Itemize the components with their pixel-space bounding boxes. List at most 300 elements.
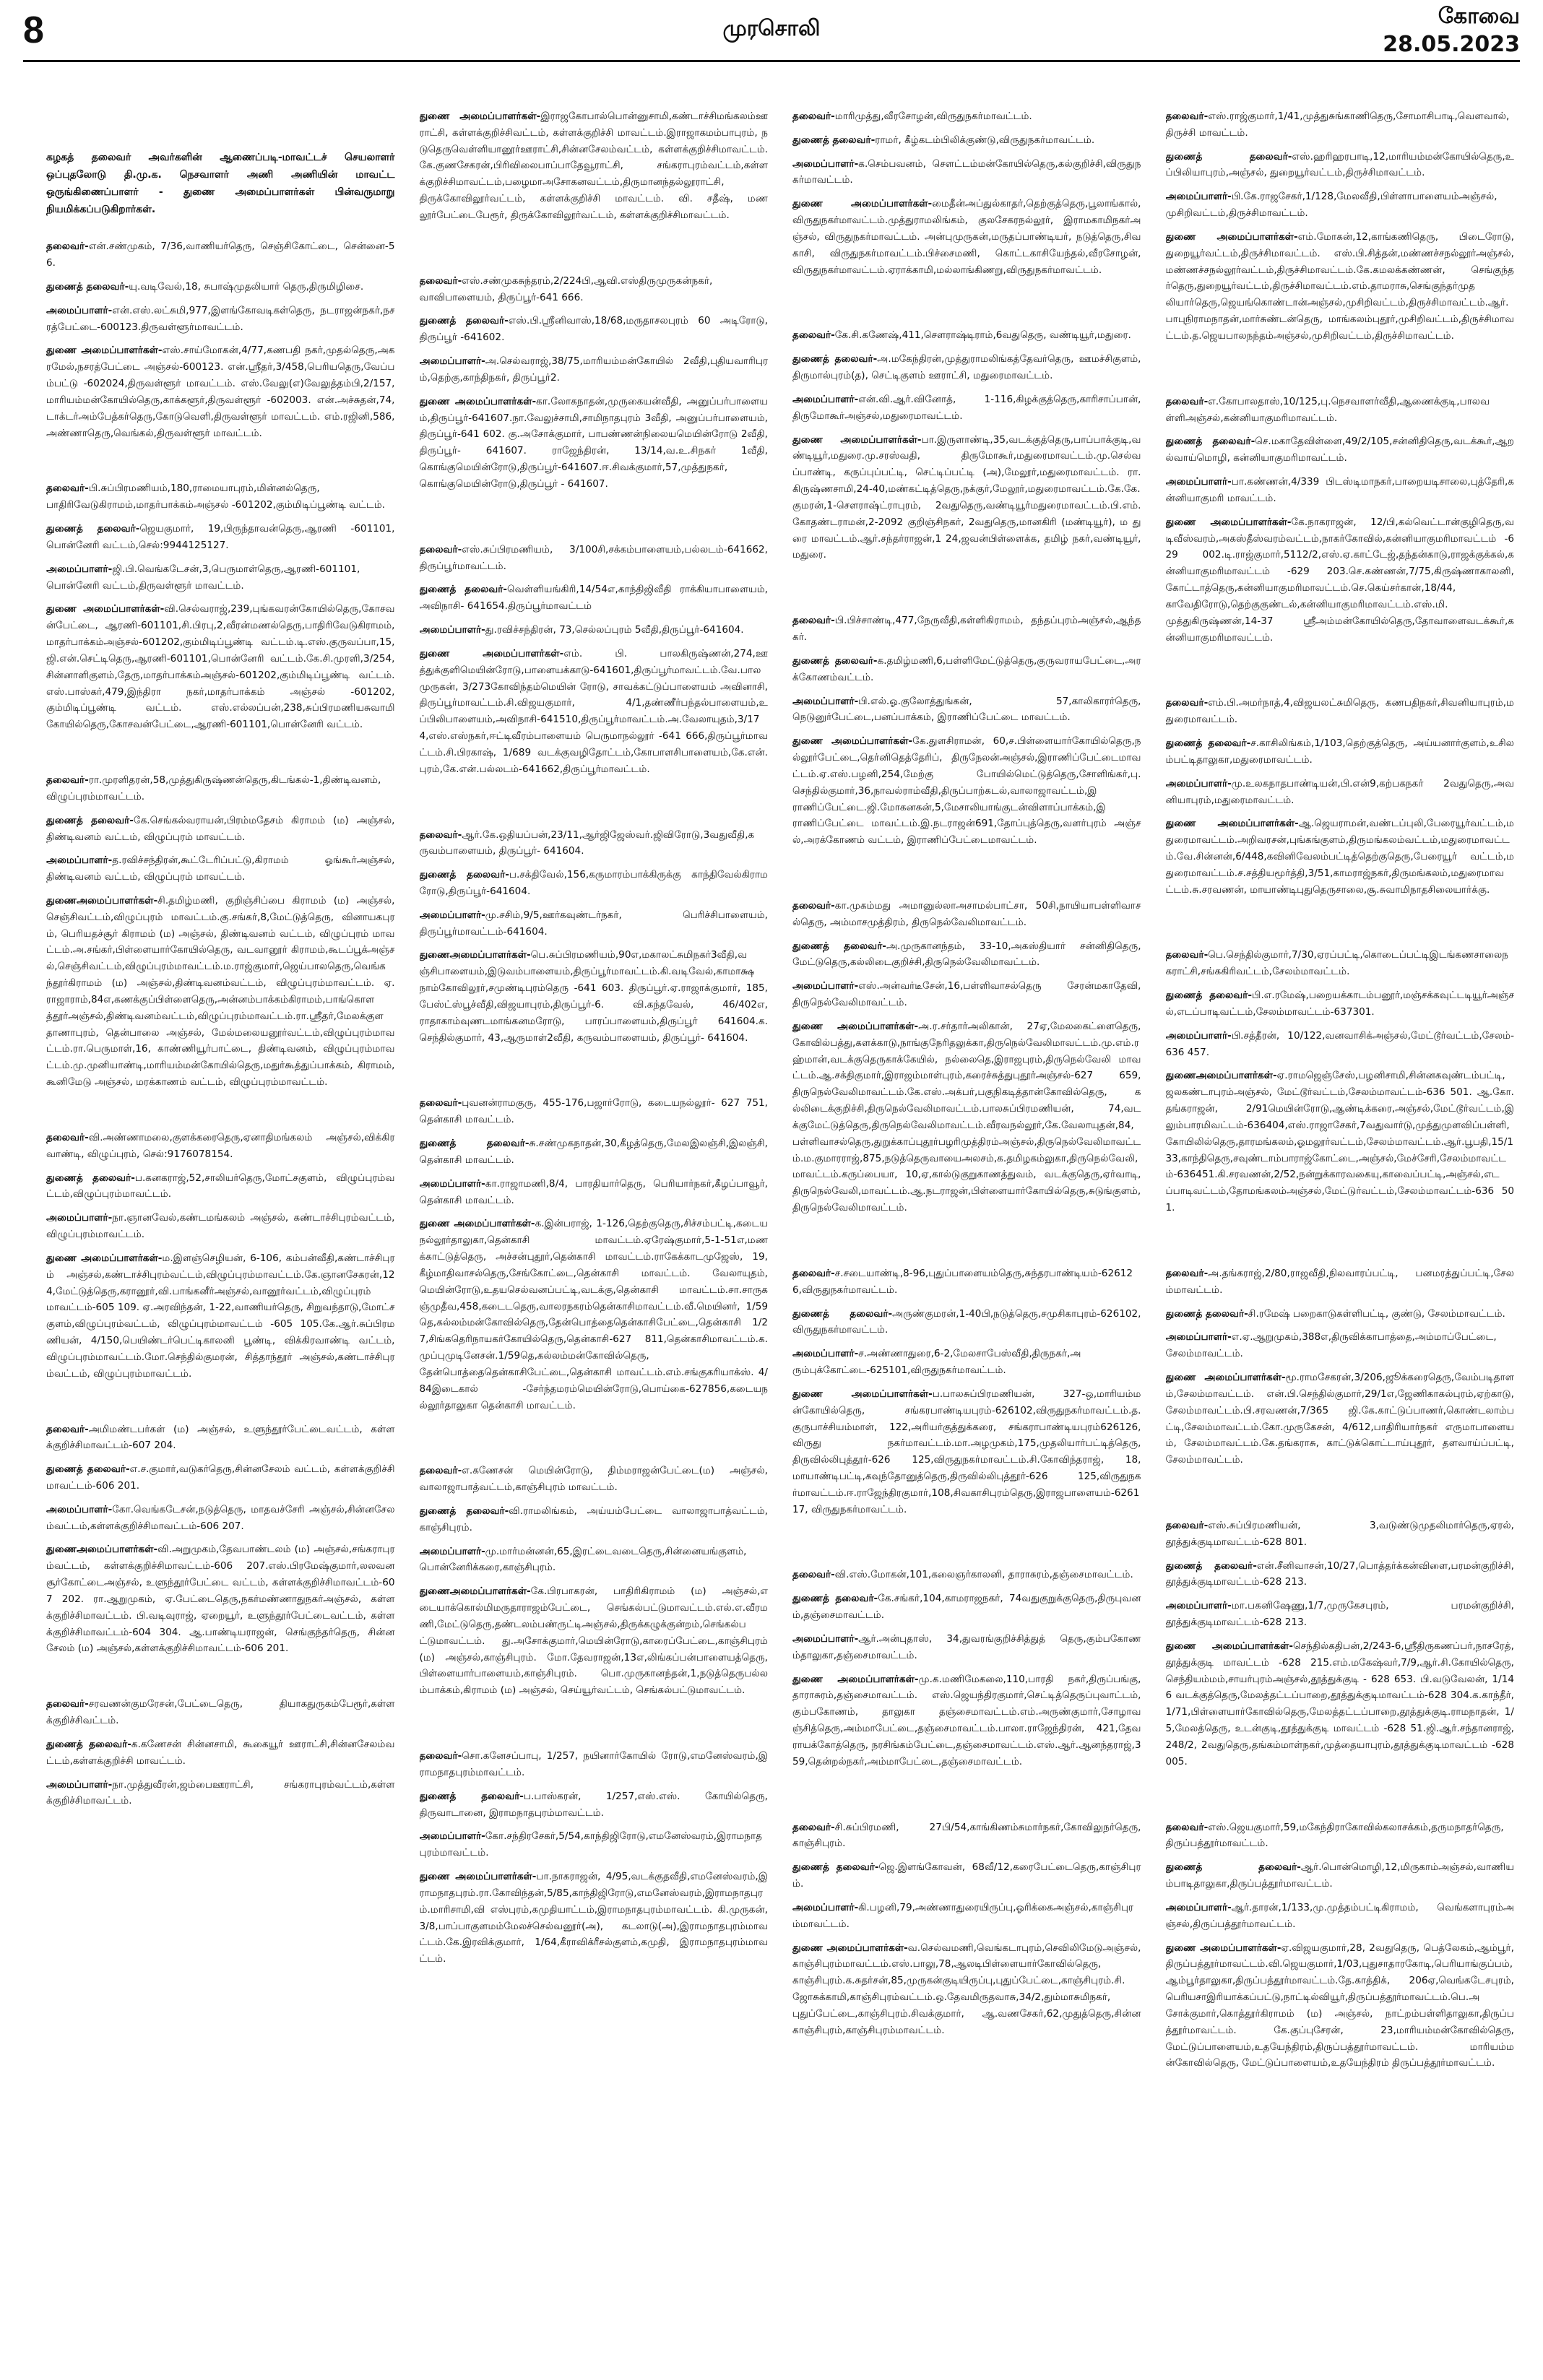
page-number: 8: [23, 9, 44, 51]
role-label: தலைவர்-: [1165, 1267, 1209, 1279]
role-label: துணை அமைப்பாளர்கள்-: [419, 395, 537, 407]
appointment-entry: [1166, 987, 1515, 1021]
entry-text: பா.கண்ணன்,4/339 பிடஸ்டிமாநகர்,பாறையடிசாலை,புத்தேரி,கன்னியாகுமரி மாவட்டம்.: [1165, 476, 1514, 504]
section-gap: [420, 1421, 769, 1463]
appointment-entry: [1166, 229, 1515, 345]
role-label: தலைவர்-: [1165, 111, 1209, 122]
role-label: தலைவர்-: [46, 241, 89, 253]
appointment-entry: [792, 327, 1141, 344]
entry-text: பா.நாகராஜன், 4/95,வடக்குதவீதி,எமனேஸ்வரம்,இராமநாதபுரம்.ரா.கோவிந்தன்,5/85,காந்திஜிரோடு,எமனேஸ்வரம்,இராமநாதபுரம்.மாரிசாமி,வி எஸ்புரம்,கமுதியாட்டம்,இராமநாதபுரம்மாவட்டம். கி.முருகன்,3/8,பாப்பாகுளமம்மேலச்செல்வனூர்(அ), கடலாடு(அ),இராமநாதபுரம்மாவட்டம்.கே.இரவிக்குமார், 1/64,கீராவிக்ரீசல்குளம்,கமுதி, இராமநாதபுரம்மாவட்டம்.: [419, 1871, 768, 1965]
role-label: துணை அமைப்பாளர்கள்-: [46, 1252, 163, 1264]
text-column: [1166, 108, 1515, 2351]
section-gap: [792, 285, 1141, 327]
entry-text: ஆர்.தாரன்,1/133,மு.முத்தம்பட்டிகிராமம், வெங்களாபுரம்அஞ்சல்,திருப்பத்தூர்மாவட்டம்.: [1165, 1901, 1514, 1930]
appointment-entry: [420, 1544, 769, 1577]
role-label: துணைத் தலைவர்-: [419, 1505, 509, 1517]
entry-text: எஸ்.ஹரிஹரபாடி,12,மாரியம்மன்கோயில்தெரு,உப்பிலியாபுரம்,அஞ்சல், துறையூர்வட்டம்,திருச்சிமாவட்டம்.: [1165, 150, 1514, 179]
appointment-entry: [1166, 1265, 1515, 1299]
appointment-entry: [420, 353, 769, 386]
entry-text: வி.அண்ணாமலை,குளக்கரைதெரு,ஏனாதிமங்கலம் அஞ்சல்,விக்கிரவாண்டி, விழுப்புரம், செல்:9176078154.: [46, 1131, 395, 1160]
section-gap: [420, 231, 769, 273]
role-label: துணைத் தலைவர்-: [1165, 1307, 1248, 1320]
entry-text: எம்.பி.அமர்நாத்,4,விஜயலட்சுமிதெரு, கணபதிநகர்,சிவனியாபுரம்,மதுரைமாவட்டம்.: [1165, 697, 1514, 726]
entry-text: ஆர்.அன்புதாஸ், 34,துவரங்குறிச்சித்துத் தெரு,கும்பகோணம்தாலுகா,தஞ்சைமாவட்டம்.: [792, 1632, 1141, 1661]
entry-text: எ.ச.குமார்,வடுகர்தெரு,சின்னசேலம் வட்டம், கள்ளக்குறிச்சி மாவட்டம்-606 201.: [46, 1463, 395, 1492]
appointment-entry: [792, 1306, 1141, 1339]
role-label: துணைஅமைப்பாளர்கள்-: [419, 949, 531, 961]
role-label: துணை அமைப்பாளர்கள்-: [1165, 516, 1292, 528]
appointment-entry: [420, 108, 769, 224]
appointment-entry: [420, 1176, 769, 1209]
entry-text: என்.சண்முகம், 7/36,வாணியர்தெரு, செஞ்சிகோட்டை, சென்னை-56.: [46, 241, 395, 269]
appointment-entry: [1166, 776, 1515, 809]
appointment-entry: [1166, 1306, 1515, 1323]
appointment-entry: [420, 827, 769, 860]
role-label: துணைத் தலைவர்-: [792, 940, 886, 952]
entry-text: ஜெ.இளங்கோவன், 68வீ/12,கரைபேட்டைதெரு,காஞ்சிபுரம்.: [792, 1861, 1141, 1890]
section-gap: [46, 1098, 395, 1130]
appointment-entry: [46, 1461, 395, 1494]
appointment-entry: [420, 394, 769, 493]
section-gap: [792, 856, 1141, 898]
entry-text: ச.சடையாண்டி,8-96,புதுப்பாளையம்தெரு,சுந்தரபாண்டியம்-626126,விருதுநகர்மாவட்டம்.: [792, 1267, 1133, 1296]
role-label: தலைவர்-: [419, 1465, 462, 1477]
appointment-entry: [420, 646, 769, 778]
entry-text: பி.சத்தீரன், 10/122,வனவாசிக்அஞ்சல்,மேட்டூர்வட்டம்,சேலம்-636 457.: [1165, 1029, 1514, 1058]
entry-text: எம்.மோகன்,12,காங்கணிதெரு, பிடைரோடு,துறையூர்வட்டம்,திருச்சிமாவட்டம். எஸ்.பி.சித்தன்,மண்ணச்சநல்லூர்அஞ்சல், மண்ணச்சநல்லூர்வட்டம்,திருச்சிமாவட்டம்.கே.கமலக்கண்ணன், செங்குந்தர்தெரு,துறையூர்வட்டம்,திருச்சிமாவட்டம்.எம்.தாமராசு,செங்குந்தர்முதலியார்தெரு,ஜெயங்கொண்டான்அஞ்சல்,முசிறிவட்டம்,திருச்சிமாவட்டம்.ஆர்.பாபுநிராமநாதன்,மார்சுண்டன்தெரு, மாங்கலம்புதூர்,முசிறிவட்டம்,திருச்சிமாவட்டம்.த.ஜெயபாலநந்தம்அஞ்சல்,முசிறிவட்டம்,திருச்சிமாவட்டம்.: [1165, 230, 1514, 342]
role-label: அமைப்பாளர்-: [419, 624, 485, 636]
entry-text: க.இன்பராஜ், 1-126,தெற்குதெரு,சிச்சம்பட்டி,கடையநல்லூர்தாலுகா,தென்காசி மாவட்டம்.ஏரேஷ்குமார்,5-1-51எ,மணக்காட்டுத்தெரு, அச்சன்புதூர்,தென்காசி மாவட்டம்.ராகேக்காடமுஜேஸ், 19,கீழ்மாதிவாசல்தெரு,சேங்கோட்டை,தென்காசி மாவட்டம். வேலாயுதம்,மெயின்ரோடு,உதயசெல்வனப்பட்டி,வடக்கு,தென்காசி மாவட்டம்.சா.சாருகஞ்முதீவ,458,கடைடதெரு,வாலரநகரம்தென்காசிமாவட்டம்.வீ.மெயினர், 1/59தெ,கல்லம்மன்கோவில்தெரு,தேன்பொத்தைதென்காசிபேட்டை,தென்காசி 1/27,சிங்கதெரிநாயகர்கோயில்தெரு,தென்காசி-627 811,தென்காசிமாவட்டம்.க.முப்புமுடினேசன்.1/59தெ,கல்லம்மன்கோவில்தெரு,தேன்பொத்தைதென்காசிபேட்டை,தென்காசி மாவட்டம்.எம்.சங்குகரியாக்ஸ். 4/84இடைகால் -சேர்ந்தமரம்மெயின்ரோடு,பொய்கை-627856,கடையநல்லூர்தாலுகா தென்காசி மாவட்டம்.: [419, 1218, 768, 1411]
role-label: துணை அமைப்பாளர்கள்-: [1165, 1942, 1281, 1954]
text-column: [420, 108, 769, 2351]
role-label: அமைப்பாளர்-: [792, 157, 859, 170]
role-label: துணை அமைப்பாளர்கள்-: [1165, 230, 1298, 243]
role-label: அமைப்பாளர்-: [419, 1545, 485, 1557]
appointment-entry: [46, 1130, 395, 1163]
appointment-entry: [792, 156, 1141, 189]
role-label: தலைவர்-: [419, 1097, 462, 1109]
appointment-entry: [46, 480, 395, 514]
role-label: அமைப்பாளர்-: [792, 695, 859, 707]
appointment-entry: [1166, 1518, 1515, 1551]
appointment-entry: [1166, 149, 1515, 182]
entry-text: ப.பாஸ்கரன், 1/257,எஸ்.எஸ். கோயில்தெரு,திருவாடானை, இராமநாதபுரம்மாவட்டம்.: [419, 1790, 768, 1819]
entry-text: ச.அண்ணாதுரை,6-2,மேலசாபேஸ்வீதி,திருநகர்,அரும்புக்கோட்டை-625101,விருதுநகர்மாவட்டம்.: [792, 1348, 1081, 1377]
entry-text: வி.ராமலிங்கம், அய்யம்பேட்டை வாலாஜாபாத்வட்டம்,காஞ்சிபுரம்.: [419, 1505, 768, 1533]
entry-text: ஆர்.பொன்மொழி,12,மிருகாம்அஞ்சல்,வாணியம்பாடிதாலுகா,திருப்பத்தூர்மாவட்டம்.: [1165, 1861, 1514, 1890]
role-label: அமைப்பாளர்-: [1165, 1600, 1232, 1612]
appointment-entry: [420, 1748, 769, 1781]
role-label: தலைவர்-: [792, 329, 835, 342]
entry-text: எ.கணேசன் மெயின்ரோடு, திம்மராஜன்பேட்டை(ம) அஞ்சல்,வாலாஜாபாத்வட்டம்,காஞ்சிபுரம் மாவட்டம்.: [419, 1465, 768, 1494]
role-label: அமைப்பாளர்-: [792, 1632, 859, 1645]
section-gap: [1166, 1476, 1515, 1518]
section-gap: [46, 1390, 395, 1421]
entry-text: என்.சீனிவாசன்,10/27,பொத்தர்க்கன்விளை,பரமன்குறிச்சி,தூத்துக்குடிமாவட்டம்-628 213.: [1165, 1559, 1514, 1588]
appointment-entry: [792, 1900, 1141, 1933]
role-label: துணைத் தலைவர்-: [46, 1738, 131, 1750]
section-gap: [420, 500, 769, 542]
appointment-entry: [420, 273, 769, 306]
entry-text: எஸ்.ராஜ்குமார்,1/41,முத்துசுங்காணிதெரு,சோமாசிபாடி,வெளவால்,திருச்சி மாவட்டம்.: [1165, 111, 1510, 139]
entry-text: பி.பிச்சாண்டி,477,நேருவீதி,கள்ளிகிராமம், தந்தப்புரம்அஞ்சல்,ஆந்தகர்.: [792, 615, 1141, 644]
role-label: துணைத் தலைவர்-: [46, 814, 134, 826]
role-label: துணைஅமைப்பாளர்கள்-: [46, 1544, 158, 1556]
entry-text: எஸ்.பி.ஸ்ரீனிவாஸ்,18/68,மருதாசலபுரம் 60 அடிரோடு, திருப்பூர் -641602.: [419, 315, 768, 344]
entry-text: மைதீன்அப்துல்காதர்,தெற்குத்தெரு,பூலாங்கால்,விருதுநகர்மாவட்டம்.முத்துராமலிங்கம், குலசேகரநல்லூர், இராமகாமிநகர்அஞ்சல், விருதுநகர்மாவட்டம். அன்புமுருகன்,மருதப்பாண்டியர், நடுத்தெரு,சிவகாசி, விருதுநகர்மாவட்டம்.பிச்சைமணி, கொட்டகாசியேந்தல்,வீரசோழன், விருதுநகர்மாவட்டம்.ஏராக்காமி,மல்லாங்கிணறு,விருதுநகர்மாவட்டம்.: [792, 198, 1141, 276]
entry-text: எஸ்.சுப்பிரமணியம், 3/100சி,சக்கம்பாளையம்,பல்லடம்-641662, திருப்பூர்மாவட்டம்.: [419, 543, 768, 572]
entry-text: செந்தில்கதிபன்,2/243-6,ஸ்ரீதிருகணப்பர்,நாசரேத்,தூத்துக்குடி மாவட்டம் -628 215.எம்.மகேஷ்வர்,7/9,ஆர்.சி.கோயில்தெரு,செந்தியம்மம்,சாயர்புரம்அஞ்சல்,தூத்துக்குடி - 628 653. பி.வடுவேலன், 1/146 வடக்குத்தெரு,மேலத்தட்டப்பாறை,தூத்துக்குடிமாவட்டம்-628 304.க.காந்தீர், 1/71,பிள்ளையார்கோவில்தெரு,மேலத்தட்டப்பாறை,தூத்துக்குடி.ராமநாதன், 1/5,மேலத்தெரு, உடன்குடி,தூத்துக்குடி மாவட்டம் -628 51.ஜி.ஆர்.சந்தானராஜ்,248/2, 2வதுதெரு,தங்கம்மாள்நகர்,முத்தையாபுரம்,தூத்துக்குடிமாவட்டம் -628 005.: [1165, 1640, 1514, 1767]
entry-text: கி.பழனி,79,அண்ணாதுரையிருப்பு,ஓரிக்கைஅஞ்சல்,காஞ்சிபுரம்மாவட்டம்.: [792, 1901, 1134, 1930]
role-label: துணை அமைப்பாளர்கள்-: [1165, 1640, 1293, 1652]
appointment-entry: [792, 132, 1141, 149]
entry-text: த.ரவிச்சந்திரன்,கூட்டேரிப்பட்டு,கிராமம் ஓங்கூர்அஞ்சல்,திண்டிவனம் வட்டம், விழுப்புரம் மாவட்டம்.: [46, 854, 395, 883]
entry-text: கே.சி.கணேஷ்,411,சௌராஷ்டிராம்,6வதுதெரு, வண்டியூர்,மதுரை.: [834, 329, 1131, 342]
dateline: கோவை 28.05.2023: [1383, 3, 1520, 57]
appointment-entry: [1166, 1028, 1515, 1061]
appointment-entry: [1166, 1369, 1515, 1468]
entry-text: பி.கே.ராஜசேகர்,1/128,மேலவீதி,பிள்ளாபாளையம்அஞ்சல்,முசிறிவட்டம்,திருச்சிமாவட்டம்.: [1165, 191, 1497, 220]
role-label: துணை அமைப்பாளர்கள்-: [1165, 818, 1299, 830]
appointment-entry: [46, 521, 395, 554]
entry-text: சி.சுப்பிரமணி, 27பி/54,காங்கிணம்சுமார்நகர்,கோவிலுநர்தெரு,காஞ்சிபுரம்.: [792, 1821, 1141, 1850]
section-gap: [46, 740, 395, 772]
text-column: [46, 108, 395, 2351]
entry-text: அ.செல்வராஜ்,38/75,மாரியம்மன்கோயில் 2வீதி,புதியவாரிபுரம்,தெற்கு,காந்திநகர், திருப்பூர்2.: [419, 355, 768, 384]
appointment-entry: [46, 561, 395, 594]
entry-text: இராஜகோபால்பொன்னுசாமி,கண்டாச்சிமங்கலம்ஊராட்சி, கள்ளக்குறிச்சிவட்டம், கள்ளக்குறிச்சி மாவட்டம்.இராஜாகமம்பாபுரம், நடுதெருவெள்ளியானூர்ஊராட்சி,சின்னசேலம்வட்டம், கள்ளக்குறிச்சிமாவட்டம்.கே.குணசேகரன்,பிரிவிலைபாப்பாதேவூராட்சி, சங்கராபுரம்வட்டம்,கள்ளக்குறிச்சிமாவட்டம்,பழைமாஅசோகனவட்டம்,திருமானந்தல்லூராட்சி,திருக்கோவிலூர்வட்டம், கள்ளக்குறிச்சி மாவட்டம். வி. சதீஷ், மணலூர்பேட்டைபேரூர், திருக்கோவிலூர்வட்டம், கள்ளக்குறிச்சிமாவட்டம்.: [419, 111, 768, 221]
role-label: துணை அமைப்பாளர்கள்-: [1165, 1372, 1286, 1384]
entry-text: எஸ்.அன்வர்டீசேன்,16,பள்ளிவாசல்தெரு சேரன்மகாதேவி,திருநெல்வேலிமாவட்டம்.: [792, 980, 1141, 1009]
appointment-entry: [792, 653, 1141, 686]
section-gap: [46, 1664, 395, 1696]
appointment-entry: [420, 542, 769, 575]
article-columns: [46, 108, 1514, 2351]
section-gap: [420, 1053, 769, 1095]
appointment-entry: [46, 813, 395, 846]
appointment-entry: [792, 1567, 1141, 1583]
entry-text: மு.சசிம்,9/5,ஊர்கவுண்டர்நகர், பெரிச்சிபாளையம்,திருப்பூர்மாவட்டம்-641604.: [419, 909, 768, 938]
announcement-intro: கழகத் தலைவர் அவர்களின் ஆணைப்படி-மாவட்டச் செயலாளர் ஒப்புதலோடு தி.மு.க. நெசவாளர் அணி அணியின் மாவட்ட ஒருங்கிணைப்பாளர் - துணை அமைப்பாளர்கள் பின்வருமாறு நியமிக்கப்படுகிறார்கள்.: [46, 152, 395, 216]
appointment-entry: [1166, 1900, 1515, 1933]
role-label: துணை அமைப்பாளர்கள்-: [792, 433, 922, 446]
section-gap: [1166, 905, 1515, 947]
entry-text: க.கணேசன் சின்னசாமி, கூகையூர் ஊராட்சி,சின்னசேலம்வட்டம்,கள்ளக்குறிச்சி மாவட்டம்.: [46, 1738, 395, 1767]
appointment-entry: [1166, 394, 1515, 427]
role-label: துணைத் தலைவர்-: [1165, 1559, 1257, 1572]
appointment-entry: [46, 1170, 395, 1203]
role-label: துணைத் தலைவர்-: [419, 584, 508, 596]
role-label: தலைவர்-: [792, 899, 835, 912]
role-label: அமைப்பாளர்-: [46, 304, 113, 316]
appointment-entry: [1166, 1558, 1515, 1591]
entry-text: செ.மகாதேவிள்ளை,49/2/105,சன்னிதிதெரு,வடக்கூர்,ஆறல்வாய்மொழி, கன்னியாகுமரிமாவட்டம்.: [1165, 436, 1514, 464]
appointment-entry: [792, 938, 1141, 972]
section-gap: [1166, 352, 1515, 394]
appointment-entry: [1166, 1940, 1515, 2072]
entry-text: கே.பிரபாகரன், பாதிரிகிராமம் (ம) அஞ்சல்,எடையாக்கொல்மிமருதாராஜம்பேட்டை, செங்கல்பட்டுமாவட்டம்.எல்.எ.வீரமணி,மேட்டுதெரு,தண்டலம்பண்ருட்டிஅஞ்சல்,திருக்கழுக்குன்றம்,செங்கல்பட்டுமாவட்டம். து.அசோக்குமார்,மெயின்ரோடு,காரைப்பேட்டை,காஞ்சிபுரம் (ம) அஞ்சல்,காஞ்சிபுரம். மோ.தேவராஜன்,13எ,லிங்கப்பன்பாளையத்தெரு,பிள்ளையார்பாளையம்,காஞ்சிபுரம். பொ.முருகானந்தன்,1,நடுத்தெருபல்லம்பாக்கம்,கிராமம் (ம) அஞ்சல், செய்யூர்வட்டம், செங்கல்பட்டுமாவட்டம்.: [419, 1585, 768, 1697]
appointment-entry: [46, 601, 395, 733]
entry-text: பெ.செந்தில்குமார்,7/30,ஏரப்பட்டி,கொடைப்பட்டிஇடங்கணசாலைநகராட்சி,சங்ககிரிவட்டம்,சேலம்மாவட்டம்.: [1165, 949, 1509, 978]
role-label: தலைவர்-: [1165, 1520, 1209, 1531]
entry-text: து.ரவிச்சந்திரன், 73,செல்லப்புரம் 5வீதி,திருப்பூர்-641604.: [485, 624, 744, 636]
appointment-entry: [420, 313, 769, 346]
role-label: அமைப்பாளர்-: [792, 980, 859, 992]
role-label: துணை அமைப்பாளர்கள்-: [419, 111, 541, 122]
appointment-entry: [420, 947, 769, 1046]
appointment-entry: [420, 1095, 769, 1128]
role-label: துணைத் தலைவர்-: [1165, 1861, 1301, 1874]
entry-text: வெள்ளியங்கிரி,14/54எ,காந்திஜிவீதி ராக்கியாபாளையம், அவிநாசி- 641654.திருப்பூர்மாவட்டம்: [419, 584, 768, 613]
role-label: தலைவர்-: [792, 1569, 835, 1581]
entry-text: எ.கோபாலதாஸ்,10/125,பு.நெசவாளர்வீதி,ஆணைக்குடி,பாலவள்ளிஅஞ்சல்,கன்னியாகுமரிமாவட்டம்.: [1165, 395, 1490, 424]
role-label: தலைவர்-: [46, 1698, 89, 1710]
appointment-entry: [1166, 695, 1515, 728]
appointment-entry: [46, 893, 395, 1091]
entry-text: எம். பி. பாலகிருஷ்ணன்,274,ஊத்துக்குளிமெயின்ரோடு,பாளையக்காடு-641601,திருப்பூர்மாவட்டம்.வே.பாலமுருகன், 3/273கோவிந்தம்மெயின் ரோடு, சாவக்கட்டுப்பாளையம் அவினாசி, திருப்பூர்மாவட்டம்.சி.விஜயகுமார், 4/1,தண்ணீர்பந்தல்பாளையம்,உப்பிலிபாளையம்,அவிநாசி-641510,திருப்பூர்மாவட்டம்.அ.வேலாயுதம்,3/174,எஸ்.எஸ்நகர்,ஈட்டிவீரம்பாளையம் பெருமாநல்லூர் -641 666,திருப்பூர்மாவட்டம்.சி.பிரகாஷ், 1/689 வடக்குவழிதோட்டம்,கோபாளசிபாளையம்,கே.என்.புரம்,கே.என்.பல்லடம்-641662,திருப்பூர்மாவட்டம்.: [419, 647, 768, 775]
entry-text: எ.ஏ.ஆறுமுகம்,388எ,திருவிக்காபாத்தை,அம்மாப்பேட்டை,சேலம்மாவட்டம்.: [1165, 1331, 1497, 1360]
appointment-entry: [792, 1386, 1141, 1518]
section-gap: [420, 1706, 769, 1748]
entry-text: கா.முகம்மது அமானுல்லாஅசாமல்பாட்சா, 50சி,நாயியாபள்ளிவாசல்தெரு, அம்மாசமுத்திரம், திருநெல்வேலிமாவட்டம்.: [792, 899, 1141, 928]
entry-text: சொ.கனேசப்பாபு, 1/257, நயினார்கோயில் ரோடு,எமனேஸ்வரம்,இராமநாதபுரம்மாவட்டம்.: [419, 1750, 768, 1778]
entry-text: ப.சக்திவேல்,156,கருமாரம்பாக்கிருக்கு காந்திவேல்கிராமரோடு,திருப்பூர்-641604.: [419, 869, 768, 897]
role-label: துணைத் தலைவர்-: [419, 1790, 524, 1802]
role-label: அமைப்பாளர்-: [46, 563, 113, 575]
entry-text: பி.எல்.ஓ.குலோத்துங்கன், 57,காலிகாரர்தெரு, நெடுனுர்பேட்டை,பனப்பாக்கம், இராணிப்பேட்டை மாவட்டம்.: [792, 695, 1141, 724]
appointment-entry: [46, 1541, 395, 1657]
appointment-entry: [1166, 1819, 1515, 1853]
entry-text: மா.பகனிஷேணு,1/7,முருகேசபுரம், பரமன்குறிச்சி,தூத்துக்குடிமாவட்டம்-628 213.: [1165, 1600, 1514, 1629]
appointment-entry: [792, 1631, 1141, 1664]
entry-text: ஏ.விஜயகுமார்,28, 2வதுதெரு, பெத்லேகம்,ஆம்பூர், திருப்பத்தூர்மாவட்டம்.வி.ஜெயகுமார்,1/03,புதுசாதாரகோடி,பெரியாங்குப்பம்,ஆம்பூர்தாலுகா,திருப்பத்தூர்மாவட்டம்.தே.காத்திக், 206ஏ,வெங்கடேசபுரம்,பெரியசாஇரியாக்கப்பட்டு,நாட்டில்வியூர்,திருப்பத்தூர்மாவட்டம்.பெ.அசோக்குமார்,கொத்தூர்கிராமம் (ம) அஞ்சல், நாட்றம்பள்ளிதாலுகா,திருப்பத்தூர்மாவட்டம். கே.குப்புசேரன், 23,மாரியம்மன்கோவில்தெரு,மேட்டுப்பாளையம்,உதயேந்திரம்,திருப்பத்தூர்மாவட்டம். மாரியம்மன்கோவில்தெரு, மேட்டுப்பாளையம்,உதயேந்திரம் திருப்பத்தூர்மாவட்டம்.: [1165, 1942, 1514, 2069]
section-gap: [46, 449, 395, 480]
appointment-entry: [1166, 947, 1515, 980]
appointment-entry: [792, 1346, 1141, 1379]
appointment-entry: [420, 622, 769, 639]
appointment-entry: [792, 351, 1141, 384]
appointment-entry: [792, 108, 1141, 125]
appointment-entry: [792, 391, 1141, 425]
masthead-title: முரசொலி: [722, 16, 821, 41]
appointment-entry: [420, 907, 769, 940]
role-label: அமைப்பாளர்-: [1165, 1331, 1232, 1343]
role-label: துணை அமைப்பாளர்கள்-: [419, 1218, 535, 1230]
role-label: துணை அமைப்பாளர்கள்-: [792, 1942, 908, 1954]
appointment-entry: [420, 1828, 769, 1861]
page-header: [23, 0, 1520, 62]
role-label: அமைப்பாளர்-: [792, 393, 859, 405]
entry-text: க.செம்பவனம், செளட்டம்மன்கோயில்தெரு,கல்குறிச்சி,விருதுநகர்மாவட்டம்.: [792, 157, 1141, 186]
appointment-entry: [792, 1018, 1141, 1216]
role-label: அமைப்பாளர்-: [419, 1177, 485, 1190]
entry-text: மு.மார்மன்னன்,65,இரட்டைவடைதெரு,சின்னையங்குளம்,பொன்னேரிக்கரை,காஞ்சிபுரம்.: [419, 1545, 747, 1574]
appointment-entry: [420, 1583, 769, 1699]
entry-text: ம.இளஞ்செழியன், 6-106, கம்பன்வீதி,கண்டாச்சிபுரம் அஞ்சல்,கண்டாச்சிபுரம்வட்டம்,விழுப்புரம்மாவட்டம்.கே.ஞானசேகரன்,124,மேட்டுத்தெரு,கரானூர்,வி.பாங்கனீர்அஞ்சல்,வானூர்வட்டம்,விழுப்புரம் மாவட்டம்-605 109. ஏ.அரவிந்தன், 1-22,வாணியர்தெரு, சிறுவந்தாடு,மோட்சகுளம்,விழுப்புரம்வட்டம், விழுப்புரம்மாவட்டம் -605 105.கே.ஆர்.சுப்பிரமணியன், 4/150,பெயிண்டர்பெட்டிகாலனி பூண்டி, விக்கிரவாண்டி வட்டம்,விழுப்புரம்மாவட்டம்.மோ.செந்தில்குமரன், சித்தாந்தூர் அஞ்சல்,கண்டாச்சிபுரம்வட்டம், விழுப்புரம்மாவட்டம்.: [46, 1252, 395, 1380]
role-label: தலைவர்-: [46, 1131, 89, 1143]
role-label: துணைத் தலைவர்-: [1165, 737, 1251, 750]
role-label: அமைப்பாளர்-: [46, 854, 113, 867]
appointment-entry: [420, 867, 769, 900]
entry-text: அ.மகேந்திரன்,முத்துராமலிங்கத்தேவர்தெரு, ஊமச்சிகுளம், திருமால்புரம்(த), செட்டிகுளம் ஊராட்சி, மதுரைமாவட்டம்.: [792, 353, 1141, 382]
entry-text: வி.எஸ்.மோகன்,101,கலைஞர்காலனி, தாராசுரம்,தஞ்சைமாவட்டம்.: [834, 1569, 1133, 1581]
appointment-entry: [420, 581, 769, 615]
role-label: அமைப்பாளர்-: [419, 1830, 485, 1843]
role-label: துணைத் தலைவர்-: [46, 1463, 130, 1476]
entry-text: ச.காசிலிங்கம்,1/103,தெற்குத்தெரு, அய்யனார்குளம்,உசிலம்பட்டிதாலுகா,மதுரைமாவட்டம்.: [1165, 737, 1514, 766]
appointment-entry: [792, 1591, 1141, 1624]
entry-text: என்.எஸ்.லட்சுமி,977,இளங்கோவடிகள்தெரு, நடராஜன்நகர்,நசரத்பேட்டை-600123.திருவள்ளூர்மாவட்டம்.: [46, 304, 395, 333]
entry-text: க.தமிழ்மணி,6,பள்ளிமேட்டுத்தெரு,குருவராயபேட்டை,அரக்கோணம்வட்டம்.: [792, 654, 1141, 683]
role-label: துணை அமைப்பாளர்கள்-: [46, 345, 163, 357]
role-label: துணைத் தலைவர்-: [792, 1307, 893, 1320]
entry-text: கே.செங்கல்வராயன்,பிரம்மதேசம் கிராமம் (ம) அஞ்சல், திண்டிவனம் வட்டம், விழுப்புரம் மாவட்டம்.: [46, 814, 395, 843]
role-label: துணைத் தலைவர்-: [46, 523, 140, 535]
appointment-entry: [46, 342, 395, 441]
role-label: துணைத் தலைவர்-: [792, 654, 878, 667]
appointment-entry: [420, 1869, 769, 1968]
role-label: தலைவர்-: [419, 274, 462, 287]
appointment-entry: [792, 978, 1141, 1011]
entry-text: அ.முருகானந்தம், 33-10,அகஸ்தியார் சன்னிதிதெரு,மேட்டுதெரு,கல்லிடைகுறிச்சி,திருநெல்வேலிமாவட்டம்.: [792, 940, 1141, 969]
entry-text: வ.செல்வமணி,வெங்கடாபுரம்,செவிலிமேடுஅஞ்சல்,காஞ்சிபுரம்மாவட்டம்.எஸ்.பாலு,78,ஆலடிபிள்ளையார்கோவில்தெரு,காஞ்சிபுரம்.க.சுதர்சன்,85,முருகன்குடியிருப்பு,புதுப்பேட்டை,காஞ்சிபுரம்.சி.ஜோசுக்காமி,காஞ்சிபுரம்வட்டம்.ஒ.தேவமிருதவாசு,34/2,தும்மாசுமிநகர்,புதுப்பேட்டை,காஞ்சிபுரம்.சிவக்குமார், ஆ.வணசேகர்,62,முதுத்தெரு,சின்னகாஞ்சிபுரம்,காஞ்சிபுரம்மாவட்டம்.: [792, 1942, 1141, 2036]
appointment-entry: [46, 1250, 395, 1382]
entry-text: கா.ராஜாமணி,8/4, பாரதியார்தெரு, பெரியார்நகர்,கீழப்பாவூர்,தென்காசி மாவட்டம்.: [419, 1177, 768, 1206]
appointment-entry: [792, 1265, 1141, 1299]
appointment-entry: [792, 1940, 1141, 2039]
entry-text: நா.முத்துவீரன்,ஜம்பைஊராட்சி, சங்கராபுரம்வட்டம்,கள்ளக்குறிச்சிமாவட்டம்.: [46, 1778, 395, 1807]
appointment-entry: [420, 1216, 769, 1414]
entry-text: பி.எ.ரமேஷ்,பறையக்காடம்பனூர்,மஞ்சக்கவுட்டடியூர்அஞ்சல்,எடப்பாடிவட்டம்,சேலம்மாவட்டம்-637301.: [1165, 990, 1514, 1018]
appointment-entry: [46, 772, 395, 805]
role-label: துணைத் தலைவர்-: [419, 1138, 530, 1150]
entry-text: எஸ்.சண்முகசுந்தரம்,2/224பி,ஆவி.எஸ்திருமுருகன்நகர்,வாவிபாளையம், திருப்பூர்-641 666.: [419, 274, 713, 303]
role-label: அமைப்பாளர்-: [46, 1778, 113, 1791]
appointment-entry: [1166, 1859, 1515, 1892]
entry-text: கோ.சந்திரசேகர்,5/54,காந்திஜிரோடு,எமனேஸ்வரம்,இராமநாதபுரம்மாவட்டம்.: [419, 1830, 763, 1859]
role-label: துணைத் தலைவர்-: [1165, 436, 1255, 448]
appointment-entry: [420, 1503, 769, 1536]
entry-text: ராமர், கீழ்கடம்பிலிக்குண்டு,விருதுநகர்மாவட்டம்.: [875, 134, 1095, 146]
entry-text: ஆ.ஜெயராமன்,வண்டப்புலி,பேரையூர்வட்டம்,மதுரைமாவட்டம்.அறிவரசன்,புங்கங்குளம்,திருமங்கலம்வட்டம்,மதுரைமாவட்டம்.வே.சின்னன்,6/448,கவினிவேலம்பட்டித்தெற்குதெரு,பேரையூர் வட்டம்,மதுரைமாவட்டம்.ச.சத்தியமூர்த்தி,3/51,காமராஜ்நகர்,திருமங்கலம்,மதுரைமாவட்டம்.சு.சரவணன், மாயாண்டிபுதுதெருசாலை,சூ.சுவாமிநாதசிலையார்க்கு.: [1165, 818, 1514, 896]
entry-text: ப.பாலசுப்பிரமணியன், 327-ஒ,மாரியம்மன்கோயில்தெரு, சங்கரபாண்டியபுரம்-626102,விருதுநகர்மாவட்டம்.த.குருபாச்சியம்மாள், 122,அரியர்குத்துக்கரை, சங்கராபாண்டியபுரம்626126,விருது நகர்மாவட்டம்.மா.அழமுகம்,175,முதலியார்பட்டித்தெரு,திருவில்லிபுத்தூர்-626 125,விருதுநகர்மாவட்டம்.சி.கோவிந்தராஜ், 18,மாயாண்டிபட்டி,கவுந்தோனுத்தெரு,திருவில்லிபுத்தூர்-626 125,விருதுநகர்மாவட்டம்.ஈ.ராஜேந்திரகுமார்,108,சிவகாசிபுரம்தெரு,இராஜபாளையம்-626117, விருதுநகர்மாவட்டம்.: [792, 1388, 1141, 1515]
role-label: துணைத் தலைவர்-: [1165, 150, 1292, 163]
entry-text: சி.தமிழ்மணி, குறிஞ்சிப்பை கிராமம் (ம) அஞ்சல்,செஞ்சிவட்டம்,விழுப்புரம் மாவட்டம்.கு.சங்கர்,8,மேட்டுத்தெரு, வினாயகபுரம், பெரியதச்சூர் கிராமம் (ம) அஞ்சல், திண்டிவனம் வட்டம், விழுப்புரம் மாவட்டம்.அ.சங்கர்,பிள்ளையார்கோயில்தெரு, வடவானூர் கிராமம்,கூடப்பூக்அஞ்சல்,செஞ்சிவட்டம்,விழுப்புரம்மாவட்டம்.ம.ராஜ்குமார்,ஜெய்பாலதெரு,வெங்கந்தூர்கிராமம் (ம) அஞ்சல்,திண்டிவனம்வட்டம், விழுப்புரம்மாவட்டம். ஏ.ராஜாராம்,84எ,கணக்குப்பிள்ளைதெரு,அன்னம்பாக்கம்கிராமம்,பாங்கொளத்தூர்அஞ்சல்,திண்டிவனம்வட்டம்,விழுப்புரம்மாவட்டம்.ரா.ஸ்ரீதர்,மேலக்குளதாணாபுரம், தென்பாலை அஞ்சல், மேல்மலையனூர்வட்டம்,விழுப்புரம்மாவட்டம்.ரா.பெருமாள்,16, காண்ணியூர்பாட்டை, திண்டிவனம், விழுப்புரம்மாவட்டம்.மு.முனியாண்டி,மாரியம்மன்கோயில்தெரு,மதுர்கூத்துப்பாக்கம், கிராமம், கூனிமேடு அஞ்சல், மரக்காணம் வட்டம், விழுப்புரம்மாவட்டம்.: [46, 894, 395, 1089]
entry-text: எஸ்.சுப்பிரமணியன், 3,வடுண்டுமுதலிமார்தெரு,ஏரல்,தூத்துக்குடிமாவட்டம்-628 801.: [1165, 1520, 1514, 1548]
role-label: தலைவர்-: [1165, 949, 1209, 961]
role-label: துணைத் தலைவர்-: [792, 353, 878, 365]
role-label: துணைத் தலைவர்-: [419, 315, 509, 327]
section-gap: [792, 1525, 1141, 1567]
role-label: தலைவர்-: [792, 111, 835, 122]
text-column: [792, 108, 1141, 2351]
role-label: தலைவர்-: [419, 828, 462, 841]
entry-text: வி.செல்வராஜ்,239,புங்கவரன்கோயில்தெரு,கோசவன்பேட்டை, ஆரணி-601101,சி.பிரபு,2,வீரன்மணல்தெரு,பாதிரிவேடுகிராமம்,மாதர்பாக்கம்அஞ்சல்-601202,கும்மிடிப்பூண்டி வட்டம்.டி.எஸ்.குருவப்பா,15,ஜி.என்.செட்டிதெரு,ஆரணி-601101,பொன்னேரி வட்டம்.கே.சி.முரளி,3/254,சின்னாளிகுளம்,தேரு,மாதர்பாக்கம்அஞ்சல்-601202,கும்மிடிப்பூண்டி வட்டம்.எஸ்.பாஸ்கர்,479,இந்திரா நகர்,மாதர்பாக்கம் அஞ்சல் -601202,கும்மிடிப்பூண்டி வட்டம். எஸ்.எல்லப்பன்,238,சுப்பிரமணியசுவாமி கோயில்தெரு,கோசவன்பேட்டை,ஆரணி-601101,பொன்னேரி வட்டம்.: [46, 603, 395, 731]
entry-text: யு.வடிவேல்,18, சுபாஷ்முதலியார் தெரு,திருமிழிசை.: [129, 280, 364, 293]
role-label: தலைவர்-: [419, 1750, 462, 1762]
appointment-entry: [420, 1463, 769, 1496]
entry-text: கே.நாகராஜன், 12/பி,கல்வெட்டான்குழிதெரு,வடிவீஸ்வரம்,அகஸ்தீஸ்வரம்வட்டம்,நாகர்கோவில்,கன்னியாகுமரிமாவட்டம் -629 002.டி.ராஜ்குமார்,5112/2,எஸ்.ஏ.காட்டேஜ்,தந்தன்காடு,ராஜக்குக்கல்,கன்னியாகுமரிமாவட்டம் -629 203.செ.கண்ணன்,7/75,கிருஷ்ணாகாலனி,கோட்டாத்தெரு,கன்னியாகுமரிமாவட்டம்.செ.கெய்சர்கான்,18/44,காவேதிரோடு,தெற்குகுண்டல்,கன்னியாகுமரிமாவட்டம்.எஸ்.மி.முத்துகிருஷ்ணன்,14-37 ஸ்ரீஅம்மன்கோயில்தெரு,தோவாளைவடக்கூர்,கன்னியாகுமரிமாவட்டம்.: [1165, 516, 1514, 644]
role-label: தலைவர்-: [1165, 697, 1209, 709]
role-label: அமைப்பாளர்-: [1165, 191, 1232, 203]
role-label: துணை அமைப்பாளர்கள்-: [792, 198, 933, 210]
role-label: தலைவர்-: [46, 774, 89, 787]
entry-text: கோ.வெங்கடேசன்,நடுத்தெரு, மாதவச்சேரி அஞ்சல்,சின்னசேலம்வட்டம்,கள்ளக்குறிச்சிமாவட்டம்-606 207.: [46, 1503, 395, 1532]
role-label: துணைத் தலைவர்-: [792, 1593, 878, 1605]
appointment-entry: [792, 1671, 1141, 1770]
role-label: அமைப்பாளர்-: [46, 1503, 113, 1515]
entry-text: ரா.முரளிதரன்,58,முத்துகிருஷ்ணன்தெரு,கிடங்கல்-1,திண்டிவனம்,விழுப்புரம்மாவட்டம்.: [46, 774, 381, 802]
appointment-entry: [1166, 474, 1515, 507]
appointment-entry: [420, 1788, 769, 1822]
role-label: தலைவர்-: [1165, 1821, 1209, 1833]
entry-text: நா.ஞானவேல்,கண்டமங்கலம் அஞ்சல், கண்டாச்சிபுரம்வட்டம்,விழுப்புரம்மாவட்டம்.: [46, 1212, 395, 1241]
appointment-entry: [1166, 735, 1515, 769]
entry-text: அ.தங்கராஜ்,2/80,ராஜவீதி,நிலவாரப்பட்டி, பனமரத்துப்பட்டி,சேலம்மாவட்டம்.: [1165, 1267, 1514, 1296]
appointment-entry: [46, 1210, 395, 1243]
entry-text: பி.சுப்பிரமணியம்,180,ராமையாபுரம்,மின்னல்தெரு,பாதிரிவேடுகிராமம்,மாதர்பாக்கம்அஞ்சல் -601202,கும்மிடிப்பூண்டி வட்டம்.: [46, 483, 385, 511]
appointment-entry: [792, 733, 1141, 849]
appointment-entry: [46, 279, 395, 295]
role-label: அமைப்பாளர்-: [46, 1212, 113, 1224]
section-gap: [420, 785, 769, 827]
entry-text: மூ.ராமசேகரன்,3/206,ஜூக்கரைதெரு,வேம்படிதாளம்,சேலம்மாவட்டம். என்.பி.செந்தில்குமார்,29/1எ,ஜேணிகாகல்புரம்,ஏற்காடு, சேலம்மாவட்டம்.பி.சரவணன்,7/365 ஜி.கே.காட்டுப்பாணர்,கொண்டலாம்பட்டி,சேலம்மாவட்டம்.கோ.முருகேசன், 4/612,பாதிரியார்நகர் எருமாபாளையம், சேலம்மாவட்டம்.கே.தங்கராசு, காட்டுக்கொட்டாய்புதூர், தளவாய்ப்பட்டி,சேலம்மாவட்டம்.: [1165, 1372, 1514, 1466]
appointment-entry: [792, 613, 1141, 646]
role-label: துணைஅமைப்பாளர்கள்-: [1165, 1070, 1277, 1082]
appointment-entry: [792, 898, 1141, 931]
role-label: துணை அமைப்பாளர்கள்-: [419, 647, 564, 659]
appointment-entry: [420, 1135, 769, 1169]
appointment-entry: [792, 693, 1141, 727]
entry-text: ஏ.ராமஜெஞ்சேஸ்,பழனிசாமி,சின்னகவுண்டம்பட்டி, ஜலகண்டாபுரம்அஞ்சல், மேட்டூர்வட்டம்,சேலம்மாவட்டம்-636 501. ஆ.கோ.தங்கராஜன், 2/91மெயின்ரோடு,ஆண்டிக்கரை,அஞ்சல்,மேட்டூர்வட்டம்,இலும்பாரமிவட்டம்-636404,எஸ்.ராஜாசேகர்,7வதுவார்டு,முத்துமுளவிப்பள்ளி,கோயிலில்தெரு,தாரமங்கலம்,ஓமலூர்வட்டம்,சேலம்மாவட்டம்.ஆர்.பூபதி,15/133,காந்திதெரு,சவுண்டாம்பாராஜ்கோட்டை,அஞ்சல்,மேச்சேரி,சேலம்மாவட்டம்-636451.கி.சரவணன்,2/52,நன்றுக்காரவகையு,காவைப்பட்டி,அஞ்சல்,எடப்பாடிவட்டம்,தோமங்கலம்அஞ்சல்,மேட்டுர்வட்டம்,சேலம்மாவட்டம்-636 501.: [1165, 1070, 1514, 1214]
section-gap: [1166, 653, 1515, 695]
entry-text: அருண்குமரன்,1-40பி,நடுத்தெரு,சமுசிகாபுரம்-626102,விருதுநகர்மாவட்டம்.: [792, 1307, 1141, 1336]
entry-text: எஸ்.ஜெயகுமார்,59,மகேந்திராகோவில்கலாசக்கம்,தருமநாதர்தெரு,திருப்பத்தூர்மாவட்டம்.: [1165, 1821, 1504, 1850]
entry-text: சரவணன்குமரேசன்,பேட்டைதெரு, தியாகதுருகம்பேரூர்,கள்ளக்குறிச்சிவட்டம்.: [46, 1698, 395, 1727]
appointment-entry: [1166, 1598, 1515, 1631]
entry-text: கே.சங்கர்,104,காமராஜநகர், 74வதுகுறுக்குதெரு,திருபுவனம்,தஞ்சைமாவட்டம்.: [792, 1593, 1141, 1622]
role-label: துணைத் தலைவர்-: [792, 1861, 879, 1874]
role-label: அமைப்பாளர்-: [1165, 777, 1232, 789]
appointment-entry: [1166, 108, 1515, 142]
role-label: அமைப்பாளர்-: [1165, 1901, 1232, 1913]
appointment-entry: [1166, 514, 1515, 646]
entry-text: கே.துளசிராமன், 60,ச.பிள்ளையார்கோயில்தெரு,நல்லூர்பேட்டை,தெர்னிதெத்தேரிப், திருநேலன்அஞ்சல்,இராணிப்பேட்டைமாவட்டம்.ஏ.எஸ்.பழனி,254,மேற்கு போயில்மெட்டுத்தெரு,சோளிங்கர்,பு.செந்தில்குமார்,36,நாவல்ராம்வீதி,திருப்பாற்கடல்,வாலாஜாவட்டம்,இராணிப்பேட்டை.ஜி.மோகனகன்,5,மேசாலியாங்குடன்விளாப்பாக்கம்,இராணிப்பேட்டை மாவட்டம்.இ.நடராஜன்691,தோப்புத்தெரு,வளர்புரம் அஞ்சல்,அரக்கோணம் வட்டம், இராணிப்பேட்டைமாவட்டம்.: [792, 735, 1141, 847]
role-label: துணைத் தலைவர்-: [46, 280, 129, 293]
appointment-entry: [1166, 1068, 1515, 1216]
entry-text: மு.உலகநாதபாண்டியன்,பி.என்9,கற்பகநகர் 2வதுதெரு,அவனியாபுரம்,மதுரைமாவட்டம்.: [1165, 777, 1514, 806]
role-label: துணை அமைப்பாளர்கள்-: [46, 603, 165, 615]
appointment-entry: [1166, 815, 1515, 898]
appointment-entry: [46, 1777, 395, 1810]
role-label: துணைஅமைப்பாளர்கள்-: [419, 1585, 531, 1598]
section-gap: [792, 1224, 1141, 1265]
role-label: அமைப்பாளர்-: [419, 909, 485, 921]
appointment-entry: [46, 1736, 395, 1770]
entry-text: ஜெயகுமார், 19,பிருந்தாவன்தெரு,ஆரணி -601101,பொன்னேரி வட்டம்,செல்:9944125127.: [46, 523, 395, 551]
appointment-entry: [46, 1502, 395, 1535]
appointment-entry: [46, 238, 395, 272]
entry-text: அ.ர.சர்தார்அலிகான், 27ஏ,மேலகைட்ளைதெரு,கோவில்பத்து,களக்காடு,நாங்குநேரிதலுக்கா,திருநெல்வேலிமாவட்டம்.மு.எம்.ரஹ்மான்,வடக்குதெருகாக்கேயில், நல்லைதெ,இராஜபுரம்,திருநெல்வேலி மாவட்டம்.ஆ.சக்திகுமார்,இராஜம்மாள்புரம்,கரைச்சுத்துபுதூர்அஞ்சல்-627 659,திருநெல்வேலிமாவட்டம்.கே.எஸ்.அக்பர்,பகுநிகடித்தான்கோவில்தெரு, கல்லிடைக்குறிச்சி,திருநெல்வேலிமாவட்டம்.பாலசுப்பிரமணியன், 74,வடக்குமேட்டுத்தெரு,திருநெல்வேலிமாவட்டம்.வீரவநல்லூர்,கே.வேலாயுதன்,84,பள்ளிவாசல்தெரு,துறுக்காப்புதூர்பழரிமுத்திரம்அஞ்சல்,திருநெல்வேலிமாவட்டம்.ம.குமாரராஜ்,875,நடுத்தெருவாயைஅலசம்,க.தமிழகம்லுகா,திருநெல்வேலி,மாவட்டம்.கருப்பையா, 10,ஏ,கால்டுகுறுகாணத்துவம், வடக்குதெரு,ஏர்வாடி,திருநெல்வேலி,மாவட்டம்.ஆ.நடராஜன்,பிள்ளையார்கோயில்தெரு,சுடுங்குளம், திருநெல்வேலிமாவட்டம்.: [792, 1020, 1141, 1214]
entry-text: ஆர்.கே.ஒதியப்பன்,23/11,ஆர்ஜிஜேஸ்வர்.ஜிவிரோடு,3வதுவீதி,கருவம்பாளையம், திருப்பூர்- 641604.: [419, 828, 755, 857]
role-label: துணை அமைப்பாளர்கள்-: [792, 1020, 919, 1032]
entry-text: மு.க.மணிமேகலை,110,பாரதி நகர்,திருப்பங்கு,தாராசுரம்,தஞ்சைமாவட்டம். எஸ்.ஜெயந்திரகுமார்,செட்டித்தெருப்புவாட்டம்,கும்பகோணம், தாலுகா தஞ்சைமாவட்டம்.எம்.அருண்குமார்,சோழாவஞ்சித்தெரு,அம்மாபேட்டை,தஞ்சைமாவட்டம்.பாலா.ராஜேந்திரன், 421,தேவராயக்கோத்தெரு, நரசிங்கம்பேட்டை,தஞ்சைமாவட்டம்.எஸ்.ஆர்.ஆனந்தராஜ்,359,தென்றல்நகர்,அம்மாபேட்டை,தஞ்சைமாவட்டம்.: [792, 1673, 1141, 1767]
entry-text: பெ.சுப்பிரமணியம்,90எ,மகாலட்சுமிநகர்3வீதி,வஞ்சிபாளையம்,இடுவம்பாளையம்,திருப்பூர்மாவட்டம்.கி.வடிவேல்,காமாக்ஷநாம்கோவிலூர்,சமுண்டிபுரம்தெரு -641 603. திருப்பூர்.ஏ.ராஜாக்குமார், 185, பேஸ்ட்ஸ்பூச்வீதி,விஜயாபுரம்,திருப்பூர்-6. வி.கந்தவேல், 46/402எ,ராதாகாம்வுணடமாங்கனமரோடு, பாரப்பாளையம்,திருப்பூர் 641604.க.செந்தில்குமார், 43,ஆருமாள்2வீதி, கருவம்பாளையம், திருப்பூர்- 641604.: [419, 949, 768, 1044]
role-label: தலைவர்-: [46, 483, 89, 495]
entry-text: ப.கனகராஜ்,52,சாலியர்தெரு,மோட்சகுளம், விழுப்புரம்வட்டம்,விழுப்புரம்மாவட்டம்.: [46, 1172, 395, 1200]
role-label: துணைத் தலைவர்-: [419, 869, 509, 881]
entry-text: ஜி.பி.வெங்கடேசன்,3,பெருமாள்தெரு,ஆரணி-601101,பொன்னேரி வட்டம்,திருவள்ளூர் மாவட்டம்.: [46, 563, 360, 592]
